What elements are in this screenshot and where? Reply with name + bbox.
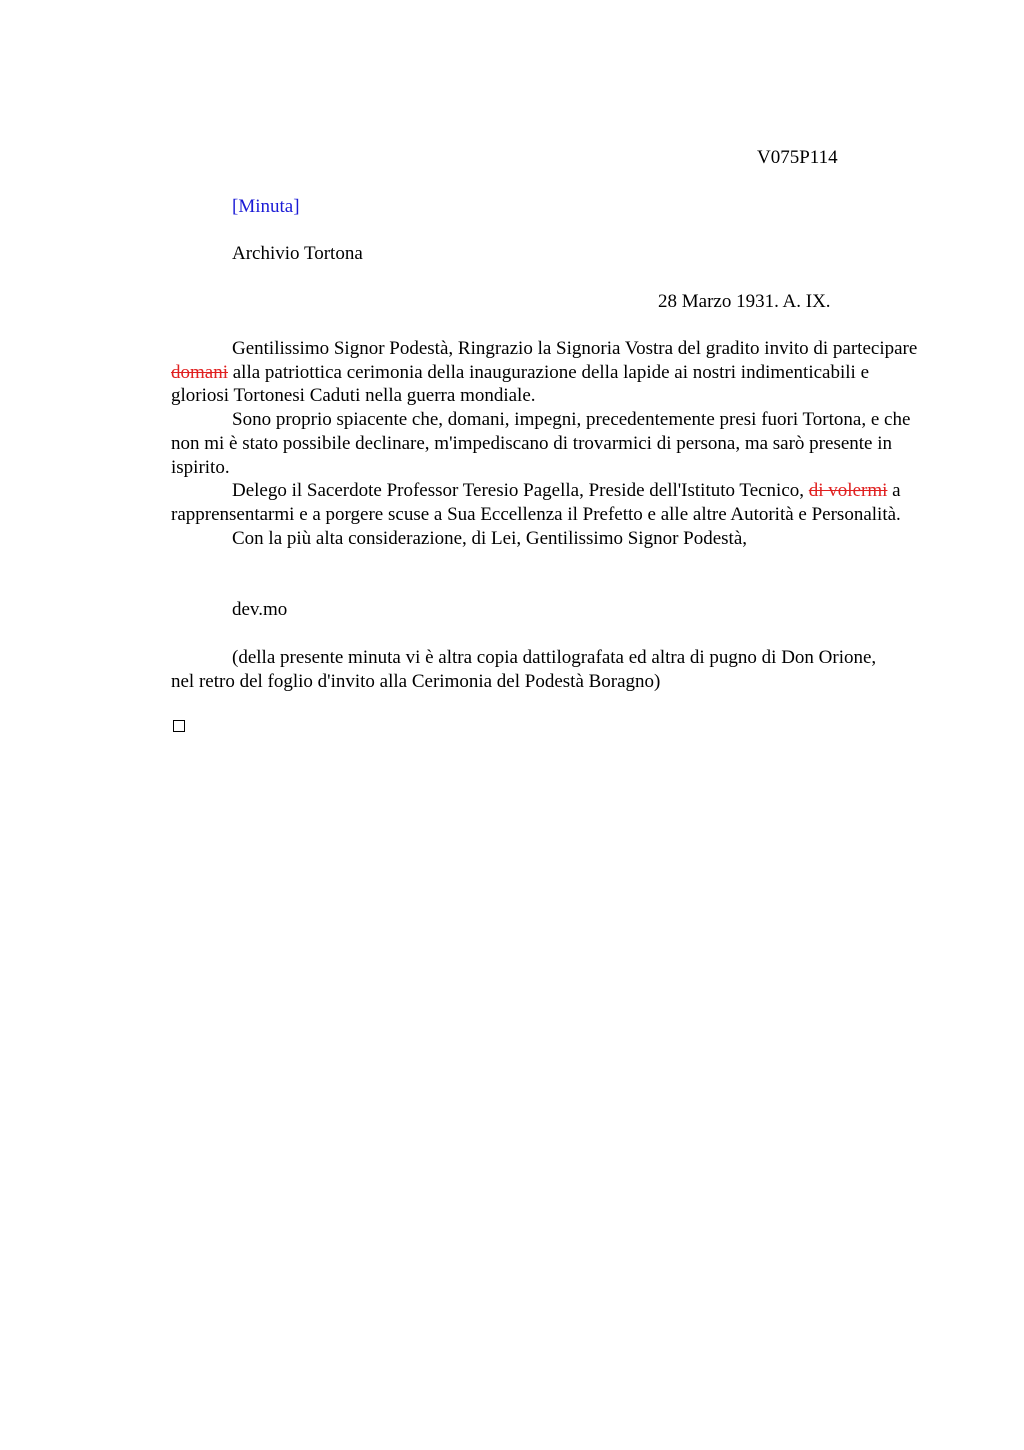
paragraph-1-text-end: alla patriottica cerimonia della inaugurazione della lapide ai nostri indimenticabili e gloriosi Tortonesi Caduti nella guerra mondiale. bbox=[171, 361, 869, 407]
paragraph-1 bbox=[171, 337, 931, 408]
paragraph-3-text-end: a rapprensentarmi e a porgere scuse a Sua Eccellenza il Prefetto e alle altre Autorità e Personalità. bbox=[171, 480, 901, 525]
checkbox-icon bbox=[173, 720, 185, 732]
note-paragraph: (della presente minuta vi è altra copia dattilografata ed altra di pugno di Don Orione, nel retro del foglio d'invito alla Cerimonia del Podestà Boragno) bbox=[171, 647, 877, 692]
minuta-label: [Minuta] bbox=[232, 196, 300, 217]
paragraph-3-text-start: Delego il Sacerdote Professor Teresio Pagella, Preside dell'Istituto Tecnico, bbox=[232, 480, 809, 502]
paragraph-3 bbox=[171, 479, 931, 526]
closing-signature: dev.mo bbox=[232, 599, 288, 620]
archive-label: Archivio Tortona bbox=[232, 243, 363, 264]
letter-body bbox=[171, 337, 931, 550]
deleted-word-domani: domani bbox=[171, 361, 228, 383]
deleted-words-di-volermi: di volermi bbox=[808, 480, 888, 502]
paragraph-2: Sono proprio spiacente che, domani, impegni, precedentemente presi fuori Tortona, e che non mi è stato possibile declinare, m'impediscano di trovarmici di persona, ma sarò presente in ispirito. bbox=[171, 409, 911, 478]
document-code: V075P114 bbox=[757, 147, 838, 168]
paragraph-4: Con la più alta considerazione, di Lei, Gentilissimo Signor Podestà, bbox=[232, 527, 748, 549]
paragraph-1-text-start: Gentilissimo Signor Podestà, Ringrazio la Signoria Vostra del gradito invito di partecipare bbox=[232, 338, 918, 359]
letter-date: 28 Marzo 1931. A. IX. bbox=[658, 291, 831, 312]
archival-note bbox=[171, 646, 891, 693]
